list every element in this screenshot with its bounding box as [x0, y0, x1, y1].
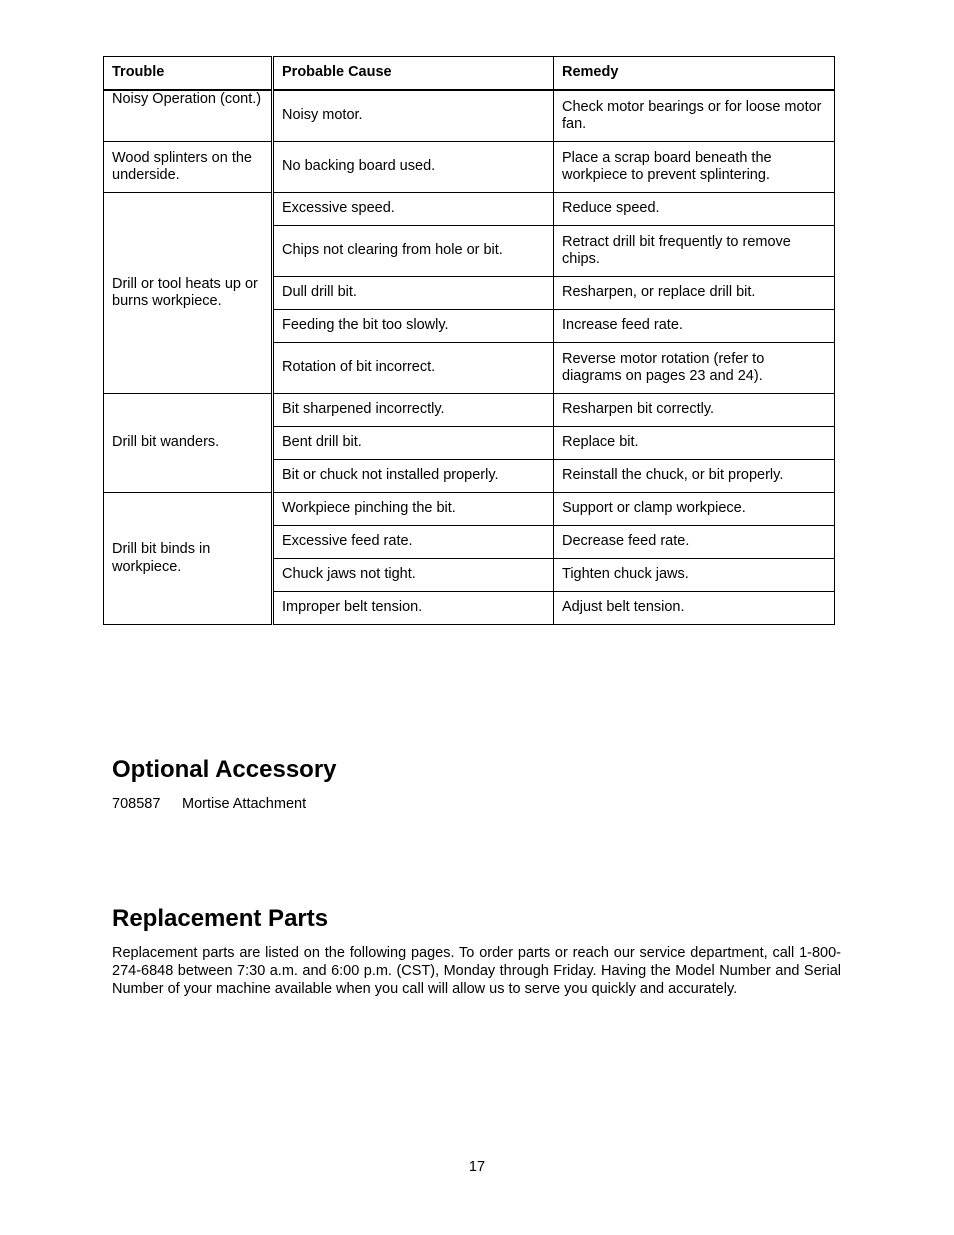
- remedy-cell: Reduce speed.: [554, 193, 835, 226]
- replacement-parts-heading: Replacement Parts: [112, 905, 329, 932]
- header-remedy: Remedy: [554, 57, 835, 91]
- remedy-cell: Resharpen, or replace drill bit.: [554, 277, 835, 310]
- cause-cell: Dull drill bit.: [273, 277, 554, 310]
- table-row: [104, 394, 835, 427]
- remedy-cell: Decrease feed rate.: [554, 526, 835, 559]
- table-row: [104, 90, 835, 142]
- troubleshooting-table: [103, 56, 835, 625]
- table-row: [104, 193, 835, 226]
- trouble-cell: Drill or tool heats up or burns workpiece.: [104, 193, 273, 394]
- trouble-cell: Wood splinters on the underside.: [104, 142, 273, 193]
- accessory-item: [112, 795, 306, 813]
- cause-cell: Bit sharpened incorrectly.: [273, 394, 554, 427]
- trouble-cell: Drill bit wanders.: [104, 394, 273, 493]
- cause-cell: Improper belt tension.: [273, 592, 554, 625]
- remedy-cell: Tighten chuck jaws.: [554, 559, 835, 592]
- remedy-cell: Replace bit.: [554, 427, 835, 460]
- cause-cell: Bent drill bit.: [273, 427, 554, 460]
- cause-cell: Chips not clearing from hole or bit.: [273, 226, 554, 277]
- accessory-name: Mortise Attachment: [182, 796, 307, 812]
- remedy-cell: Retract drill bit frequently to remove chips.: [554, 226, 835, 277]
- replacement-parts-text: Replacement parts are listed on the following pages. To order parts or reach our service department, call 1-800-274-6848 between 7:30 a.m. and 6:00 p.m. (CST), Monday through Friday. Having the Model Number and Serial Number of your machine available when you call will allow us to serve you quickly and accurately.: [112, 945, 841, 997]
- trouble-cell: Noisy Operation (cont.): [104, 90, 273, 142]
- cause-cell: Feeding the bit too slowly.: [273, 310, 554, 343]
- remedy-cell: Resharpen bit correctly.: [554, 394, 835, 427]
- trouble-cell: Drill bit binds in workpiece.: [104, 493, 273, 625]
- cause-cell: No backing board used.: [273, 142, 554, 193]
- cause-cell: Rotation of bit incorrect.: [273, 343, 554, 394]
- cause-cell: Chuck jaws not tight.: [273, 559, 554, 592]
- optional-accessory-heading: Optional Accessory: [112, 756, 337, 783]
- remedy-cell: Support or clamp workpiece.: [554, 493, 835, 526]
- accessory-number: 708587: [112, 796, 161, 812]
- table-row: [104, 142, 835, 193]
- remedy-cell: Place a scrap board beneath the workpiece to prevent splintering.: [554, 142, 835, 193]
- remedy-cell: Adjust belt tension.: [554, 592, 835, 625]
- table-header-row: [104, 57, 835, 91]
- remedy-cell: Reinstall the chuck, or bit properly.: [554, 460, 835, 493]
- remedy-cell: Increase feed rate.: [554, 310, 835, 343]
- header-trouble: Trouble: [104, 57, 273, 91]
- cause-cell: Noisy motor.: [273, 90, 554, 142]
- remedy-cell: Check motor bearings or for loose motor fan.: [554, 90, 835, 142]
- cause-cell: Workpiece pinching the bit.: [273, 493, 554, 526]
- cause-cell: Excessive feed rate.: [273, 526, 554, 559]
- cause-cell: Excessive speed.: [273, 193, 554, 226]
- table-row: [104, 493, 835, 526]
- remedy-cell: Reverse motor rotation (refer to diagrams on pages 23 and 24).: [554, 343, 835, 394]
- page-number: 17: [468, 1159, 486, 1175]
- header-probable-cause: Probable Cause: [273, 57, 554, 91]
- cause-cell: Bit or chuck not installed properly.: [273, 460, 554, 493]
